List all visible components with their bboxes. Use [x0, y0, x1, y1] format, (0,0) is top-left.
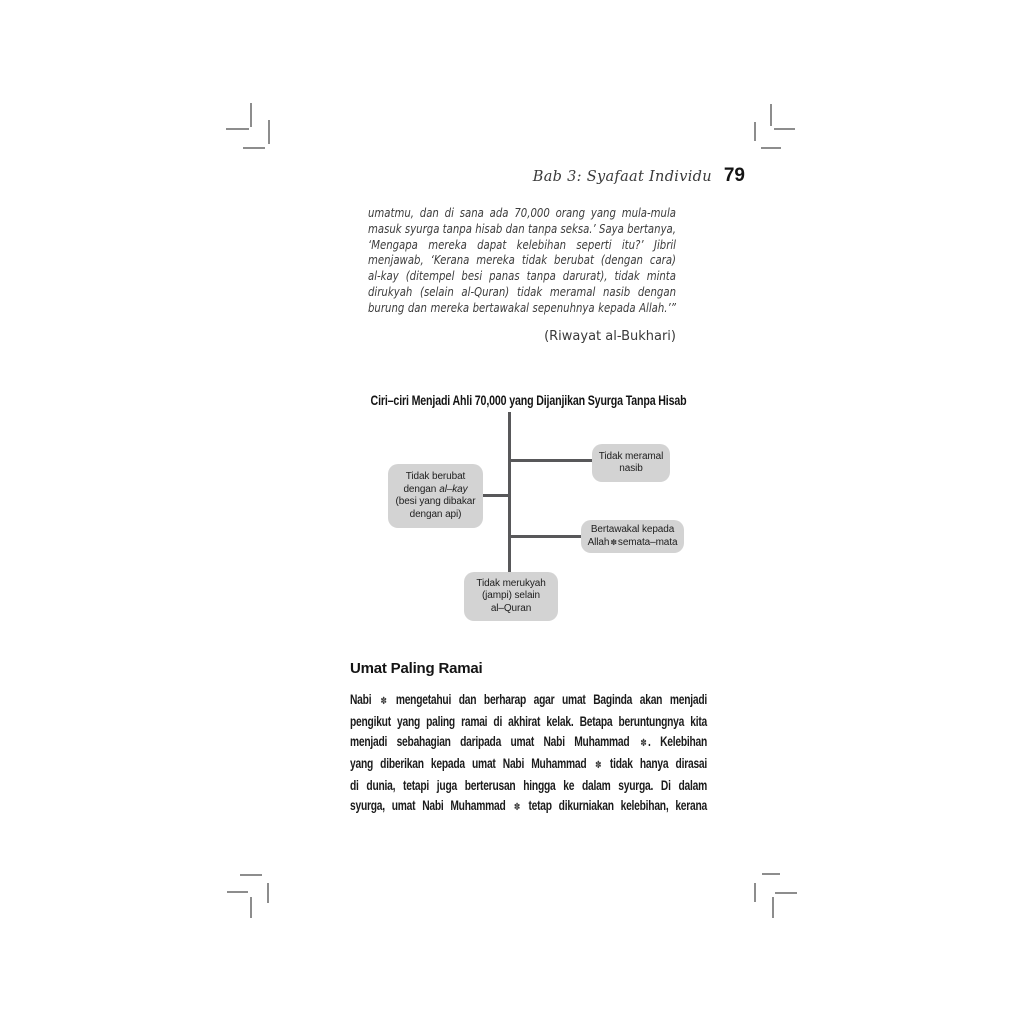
crop-mark [762, 873, 780, 875]
box-text: Tidak merukyah [476, 577, 546, 589]
body-line: Nabi ✽ mengetahui dan berharap agar umat Baginda akan menjadi [350, 692, 708, 707]
crop-mark [775, 892, 797, 894]
crop-mark [754, 883, 756, 902]
citation: (Riwayat al-Bukhari) [544, 329, 676, 344]
body-line: pengikut yang paling ramai di akhirat kelak. Betapa beruntungnya kita [350, 714, 708, 729]
crop-mark [770, 104, 772, 126]
diagram-box-bertawakal [581, 520, 684, 553]
quote-line: umatmu, dan di sana ada 70,000 orang yang mula-mula [368, 205, 676, 220]
quote-line: dirukyah (selain al-Quran) tidak meramal nasib dengan [368, 283, 676, 299]
page-header [533, 165, 745, 187]
crop-mark [761, 147, 781, 149]
box-text: Tidak meramal [598, 450, 664, 462]
pbuh-honorific-icon: ✽ [595, 760, 602, 771]
diagram-title: Ciri–ciri Menjadi Ahli 70,000 yang Dijanjikan Syurga Tanpa Hisab [370, 392, 687, 408]
pbuh-honorific-icon: ✽ [640, 738, 647, 749]
crop-mark [227, 891, 248, 893]
box-text: (jampi) selain [481, 590, 541, 602]
chapter-header: Bab 3: Syafaat Individu [532, 169, 712, 185]
section-heading: Umat Paling Ramai [350, 660, 483, 677]
swt-honorific-icon: ✽ [610, 537, 617, 547]
crop-mark [250, 897, 252, 918]
body-line: syurga, umat Nabi Muhammad ✽ tetap dikurniakan kelebihan, kerana [350, 798, 708, 813]
box-text: Bertawakal kepada [590, 524, 675, 535]
body-line: yang diberikan kepada umat Nabi Muhammad ✽ tidak hanya dirasai [350, 756, 708, 771]
quote-line: menjawab, ‘Kerana mereka tidak berubat (dengan cara) [368, 252, 676, 268]
body-line: menjadi sebahagian daripada umat Nabi Muhammad ✽ . Kelebihan [350, 734, 708, 749]
crop-mark [226, 128, 249, 130]
crop-mark [754, 122, 756, 141]
box-text: (besi yang dibakar [395, 496, 476, 507]
crop-mark [774, 128, 795, 130]
box-text: al–Quran [490, 602, 532, 614]
page-number: 79 [723, 165, 745, 186]
body-line: di dunia, tetapi juga berterusan hingga ke dalam syurga. Di dalam [350, 778, 708, 793]
crop-mark [268, 120, 270, 144]
crop-mark [240, 874, 262, 876]
crop-mark [772, 897, 774, 918]
box-text: Allah✽semata–mata [587, 536, 678, 548]
crop-mark [243, 147, 265, 149]
box-text: dengan api) [409, 508, 462, 520]
connector-branch [510, 535, 583, 538]
al-kay-italic: al–kay [439, 483, 468, 495]
box-text: Tidak berubat [405, 471, 466, 482]
pbuh-honorific-icon: ✽ [513, 802, 521, 813]
diagram-box-tidak-meramal [592, 444, 670, 482]
crop-mark [267, 883, 269, 903]
quote-line: burung dan mereka bertawakal sepenuhnya kepada Allah.’” [368, 299, 676, 315]
quote-block [368, 205, 676, 316]
body-paragraph [350, 690, 707, 818]
diagram-box-tidak-berubat [388, 464, 483, 528]
quote-line: al-kay (ditempel besi panas tanpa darurat), tidak minta [368, 268, 676, 284]
crop-mark [250, 103, 252, 127]
box-text: dengan al–kay [403, 483, 468, 495]
connector-branch [510, 459, 593, 462]
pbuh-honorific-icon: ✽ [380, 696, 387, 707]
quote-line: masuk syurga tanpa hisab dan tanpa seksa.’ Saya bertanya, [368, 220, 676, 236]
quote-line: ‘Mengapa mereka dapat kelebihan seperti itu?’ Jibril [368, 236, 676, 252]
connector-branch [481, 494, 509, 497]
diagram-box-tidak-merukyah [464, 572, 558, 621]
box-text: nasib [619, 463, 643, 474]
